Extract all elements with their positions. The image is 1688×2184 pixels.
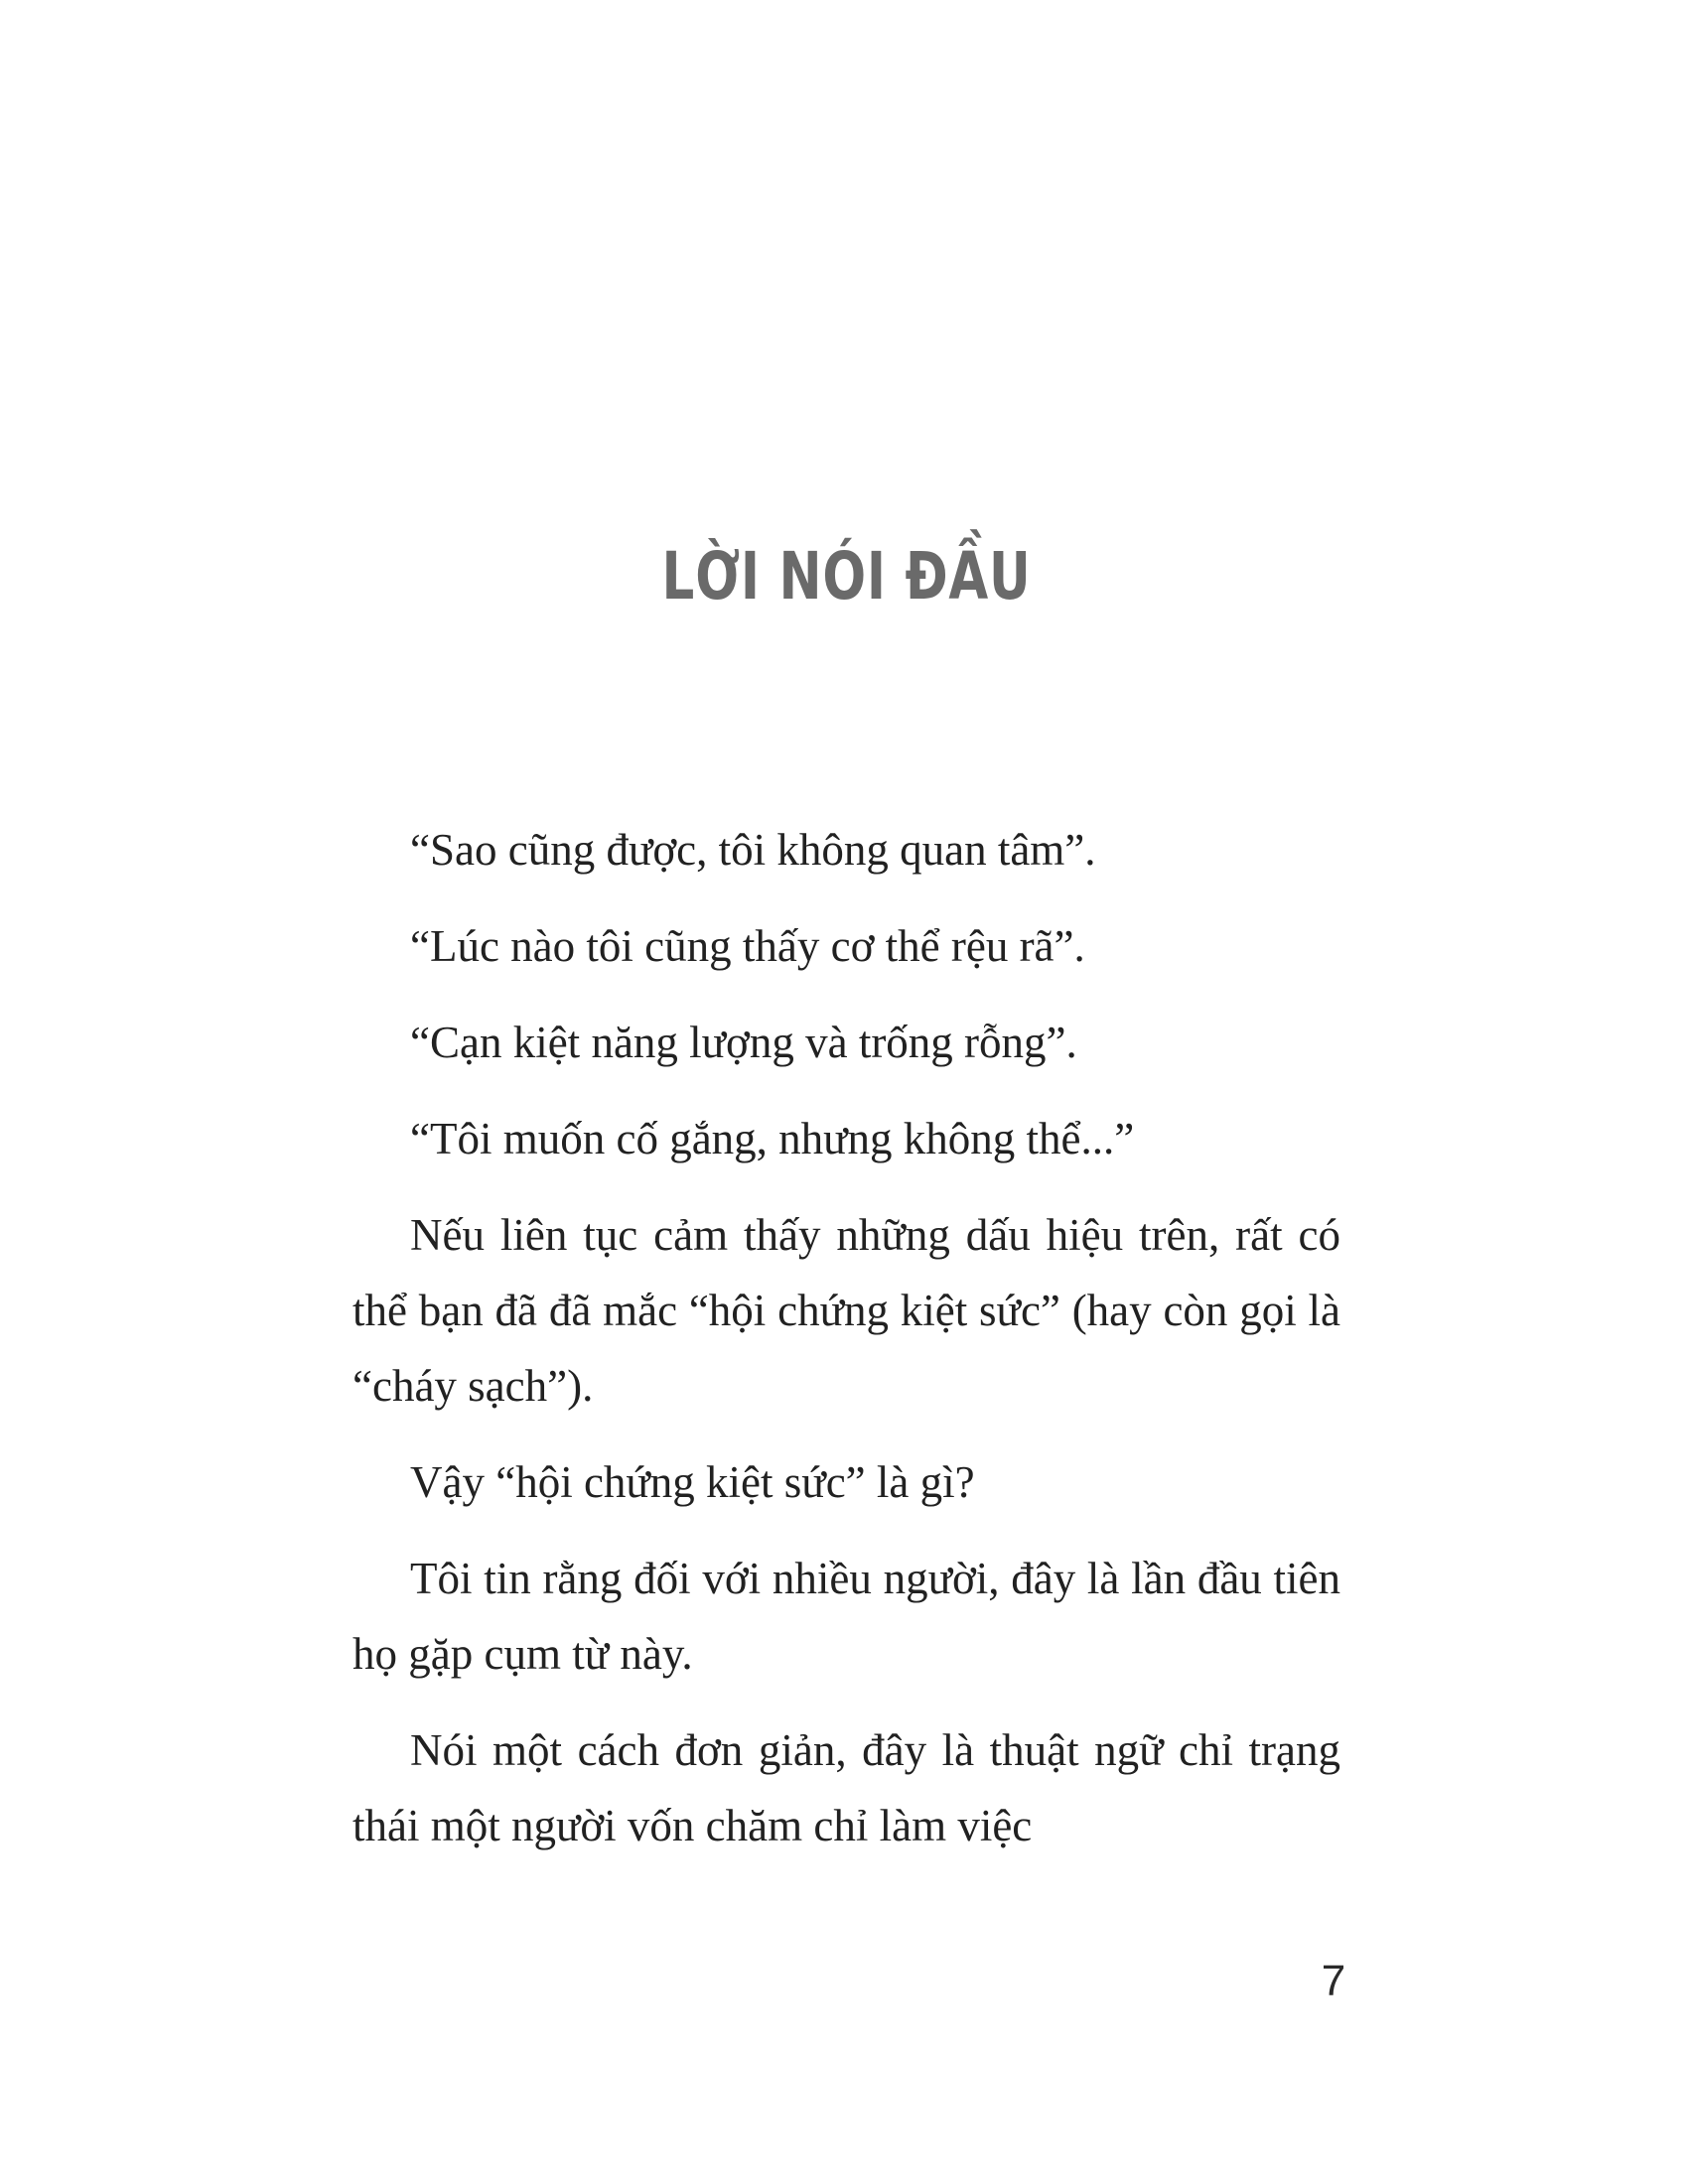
quote-paragraph: “Sao cũng được, tôi không quan tâm”.	[410, 825, 1096, 875]
page-number: 7	[1321, 1957, 1346, 2005]
quote-paragraph: “Lúc nào tôi cũng thấy cơ thể rệu rã”.	[410, 921, 1085, 971]
body-paragraph: Nói một cách đơn giản, đây là thuật ngữ chỉ trạng thái một người vốn chăm chỉ làm việc	[352, 1725, 1340, 1850]
body-text-block	[352, 812, 1340, 1863]
chapter-title	[352, 534, 1340, 619]
quote-paragraph: “Tôi muốn cố gắng, nhưng không thể...”	[410, 1114, 1135, 1163]
body-paragraph: Nếu liên tục cảm thấy những dấu hiệu trên, rất có thể bạn đã đã mắc “hội chứng kiệt sức” (hay còn gọi là “cháy sạch”).	[352, 1210, 1340, 1411]
chapter-title-text: LỜI NÓI ĐẦU	[661, 538, 1032, 614]
body-paragraph: Tôi tin rằng đối với nhiều người, đây là lần đầu tiên họ gặp cụm từ này.	[352, 1554, 1340, 1679]
body-paragraph: Vậy “hội chứng kiệt sức” là gì?	[410, 1457, 975, 1507]
quote-paragraph: “Cạn kiệt năng lượng và trống rỗng”.	[410, 1018, 1077, 1067]
